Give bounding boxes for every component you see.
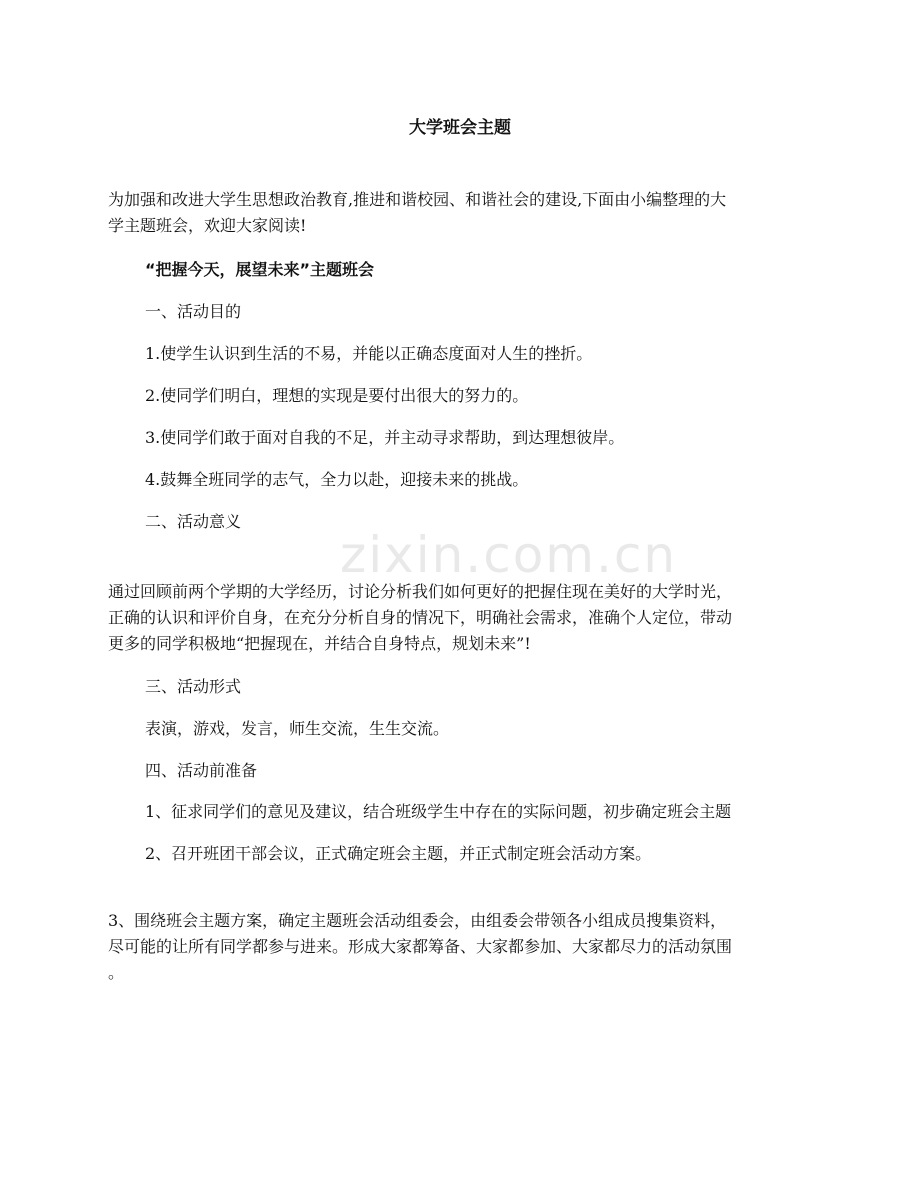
section-heading-significance: 二、活动意义 <box>145 512 242 531</box>
prep-item-1: 1、征求同学们的意见及建议，结合班级学生中存在的实际问题，初步确定班会主题 <box>145 802 732 821</box>
section-heading-prep: 四、活动前准备 <box>145 761 258 780</box>
goal-item-4: 4.鼓舞全班同学的志气，全力以赴，迎接未来的挑战。 <box>145 470 529 489</box>
significance-paragraph <box>108 579 820 657</box>
document-title: 大学班会主题 <box>409 118 511 138</box>
intro-paragraph <box>108 187 820 239</box>
goal-item-1: 1.使学生认识到生活的不易，并能以正确态度面对人生的挫折。 <box>145 344 593 363</box>
goal-item-2: 2.使同学们明白，理想的实现是要付出很大的努力的。 <box>145 386 529 405</box>
intro-line-1: 为加强和改进大学生思想政治教育,推进和谐校园、和谐社会的建设,下面由小编整理的大 <box>108 190 727 209</box>
significance-line-2: 正确的认识和评价自身，在充分分析自身的情况下，明确社会需求，准确个人定位，带动 <box>108 608 733 627</box>
prep-item-2: 2、召开班团干部会议，正式确定班会主题，并正式制定班会活动方案。 <box>145 844 652 863</box>
intro-line-2: 学主题班会，欢迎大家阅读! <box>108 216 307 235</box>
watermark: zixin.com.cn <box>340 526 678 584</box>
significance-line-3: 更多的同学积极地“把握现在，并结合自身特点，规划未来”! <box>108 634 531 653</box>
section-heading-forms: 三、活动形式 <box>145 677 242 696</box>
prep3-line-2: 尽可能的让所有同学都参与进来。形成大家都筹备、大家都参加、大家都尽力的活动氛围 <box>108 937 733 956</box>
significance-line-1: 通过回顾前两个学期的大学经历，讨论分析我们如何更好的把握住现在美好的大学时光， <box>108 582 733 601</box>
theme-subtitle: “把握今天，展望未来”主题班会 <box>145 260 375 279</box>
prep-item-3-paragraph <box>108 908 820 986</box>
section-heading-goals: 一、活动目的 <box>145 302 242 321</box>
prep3-line-1: 3、围绕班会主题方案，确定主题班会活动组委会，由组委会带领各小组成员搜集资料， <box>108 911 727 930</box>
goal-item-3: 3.使同学们敢于面对自我的不足，并主动寻求帮助，到达理想彼岸。 <box>145 428 625 447</box>
prep3-line-3: 。 <box>108 963 125 982</box>
forms-text: 表演，游戏，发言，师生交流，生生交流。 <box>145 719 450 738</box>
